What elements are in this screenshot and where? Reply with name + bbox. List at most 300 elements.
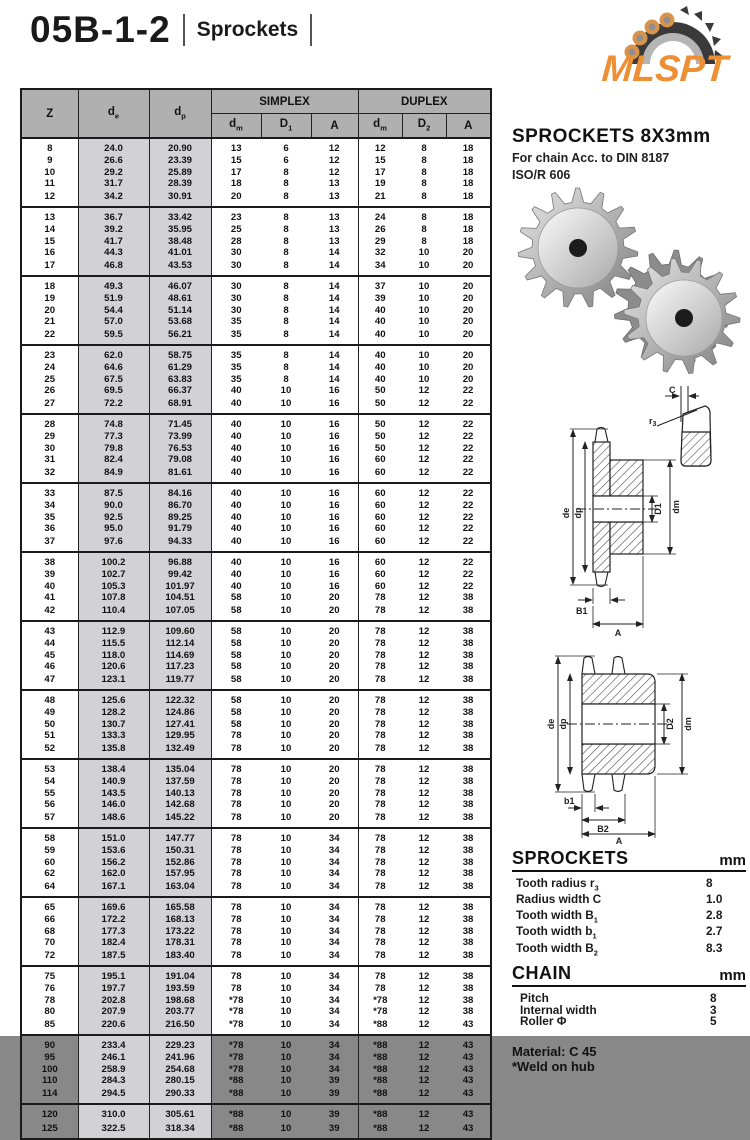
table-cell: 10 (280, 1087, 292, 1099)
table-cell: 12 (418, 649, 430, 661)
table-cell: 64.6 (78, 362, 149, 373)
table-cell: 280.15 (149, 1075, 211, 1086)
table-cell: 16 (311, 431, 358, 442)
table-cell: 58 (230, 649, 242, 661)
table-cell: 130.7 (78, 719, 149, 730)
table-cell: 40 (230, 487, 242, 499)
table-row (21, 983, 491, 994)
table-row (21, 167, 491, 178)
table-cell: 16 (311, 569, 358, 580)
table-cell: 43 (21, 621, 78, 638)
table-row (21, 897, 491, 914)
table-cell: 78 (374, 742, 386, 754)
table-cell: 12 (418, 799, 430, 811)
table-cell: 60 (374, 466, 386, 478)
table-cell: 10 (280, 925, 292, 937)
table-cell: 112.14 (149, 638, 211, 649)
table-cell: 38 (462, 983, 474, 995)
table-cell: 58 (230, 604, 242, 616)
table-cell: 18 (462, 166, 474, 178)
table-cell: 8 (283, 362, 289, 374)
table-cell: 20 (311, 759, 358, 776)
table-cell: 78 (374, 673, 386, 685)
table-row (21, 138, 491, 155)
table-cell: 78 (230, 880, 242, 892)
table-row (21, 966, 491, 983)
table-cell: 39 (311, 1121, 358, 1138)
table-cell: 57.0 (78, 316, 149, 327)
table-cell: 64 (21, 880, 78, 897)
table-cell: 40 (374, 349, 386, 361)
table-cell: *78 (229, 1063, 244, 1075)
table-cell: 78 (374, 868, 386, 880)
table-cell: 38 (462, 994, 474, 1006)
table-cell: 85 (21, 1018, 78, 1035)
table-cell: *78 (229, 1052, 244, 1064)
table-cell: 87.5 (78, 483, 149, 500)
table-row (21, 788, 491, 799)
table-cell: 20 (462, 247, 474, 259)
table-cell: 10 (280, 868, 292, 880)
table-cell: 10 (280, 914, 292, 926)
row-group (21, 690, 491, 759)
table-cell: 6 (283, 142, 289, 154)
table-cell: 8 (283, 316, 289, 328)
table-cell: 10 (280, 673, 292, 685)
table-cell: 38 (462, 625, 474, 637)
table-cell: 178.31 (149, 937, 211, 948)
table-cell: 198.68 (149, 995, 211, 1006)
table-cell: 8 (283, 280, 289, 292)
table-cell: 32 (21, 466, 78, 483)
table-cell: 8 (283, 293, 289, 305)
table-cell: 10 (280, 1039, 292, 1051)
table-cell: 78 (374, 787, 386, 799)
table-cell: 30.91 (149, 190, 211, 207)
table-cell: 72.2 (78, 397, 149, 414)
row-group (21, 276, 491, 345)
table-cell: 145.22 (149, 811, 211, 828)
table-cell: 104.51 (149, 592, 211, 603)
table-cell: 86.70 (149, 500, 211, 511)
table-cell: 10 (280, 811, 292, 823)
table-cell: 10 (280, 994, 292, 1006)
col-header-simplex-d1: $D_1$ (261, 114, 311, 139)
table-row (21, 707, 491, 718)
table-row (21, 500, 491, 511)
col-header-de: $d_e$ (78, 89, 149, 138)
table-cell: 197.7 (78, 983, 149, 994)
table-cell: 62 (21, 868, 78, 879)
table-cell: 38 (462, 811, 474, 823)
table-cell: 34 (311, 857, 358, 868)
table-cell: 10 (280, 1052, 292, 1064)
col-header-z: Z (21, 89, 78, 138)
table-cell: 195.1 (78, 966, 149, 983)
table-cell: 77.3 (78, 431, 149, 442)
svg-text:b1: b1 (564, 796, 575, 806)
table-cell: 114.69 (149, 650, 211, 661)
table-cell: 10 (418, 349, 430, 361)
table-cell: 22 (462, 523, 474, 535)
table-cell: 12 (418, 694, 430, 706)
table-cell: 78 (374, 937, 386, 949)
table-cell: 8 (283, 349, 289, 361)
table-cell: 72 (21, 949, 78, 966)
table-cell: 31.7 (78, 178, 149, 189)
table-cell: 12 (418, 880, 430, 892)
table-cell: 56 (21, 799, 78, 810)
table-cell: 12 (418, 811, 430, 823)
table-cell: 20 (462, 328, 474, 340)
table-cell: 9 (21, 155, 78, 166)
table-cell: 43 (462, 1039, 474, 1051)
table-cell: 38 (462, 661, 474, 673)
table-cell: 22 (462, 454, 474, 466)
table-cell: 20 (311, 673, 358, 690)
table-cell: 110.4 (78, 604, 149, 621)
table-cell: 22 (462, 385, 474, 397)
table-cell: 202.8 (78, 995, 149, 1006)
table-cell: 16 (311, 443, 358, 454)
title-divider (183, 14, 185, 46)
table-cell: 50 (374, 442, 386, 454)
table-cell: 50 (374, 418, 386, 430)
table-cell: 23 (230, 211, 242, 223)
table-cell: 10 (280, 604, 292, 616)
table-cell: 18 (230, 178, 242, 190)
table-row (21, 759, 491, 776)
table-cell: 78 (230, 914, 242, 926)
col-header-simplex: SIMPLEX (211, 89, 358, 114)
table-row (21, 155, 491, 166)
table-row (21, 535, 491, 552)
table-cell: 125 (21, 1121, 78, 1138)
table-cell: 43 (462, 1122, 474, 1134)
table-cell: 78 (374, 625, 386, 637)
table-cell: 38 (462, 914, 474, 926)
table-cell: *88 (229, 1087, 244, 1099)
table-row (21, 247, 491, 258)
table-cell: 78 (374, 592, 386, 604)
table-cell: 38 (462, 868, 474, 880)
table-cell: 8 (283, 224, 289, 236)
table-cell: 133.3 (78, 730, 149, 741)
table-cell: 17 (230, 166, 242, 178)
table-cell: 78 (374, 604, 386, 616)
table-cell: 132.49 (149, 742, 211, 759)
table-cell: 118.0 (78, 650, 149, 661)
table-cell: 16 (311, 414, 358, 431)
table-cell: 142.68 (149, 799, 211, 810)
table-cell: 138.4 (78, 759, 149, 776)
table-cell: 38 (462, 845, 474, 857)
table-cell: 13 (311, 178, 358, 189)
table-cell: 84.16 (149, 483, 211, 500)
table-cell: 26 (21, 385, 78, 396)
table-cell: 62.0 (78, 345, 149, 362)
table-cell: 10 (280, 569, 292, 581)
table-cell: 12 (418, 385, 430, 397)
table-row (21, 345, 491, 362)
table-cell: 20 (311, 661, 358, 672)
spec-row-internal-width: Internal width 3 (520, 1002, 717, 1017)
table-cell: 10 (418, 304, 430, 316)
table-cell: 10 (280, 1075, 292, 1087)
table-cell: 6 (283, 155, 289, 167)
table-cell: 290.33 (149, 1087, 211, 1104)
table-cell: 78 (230, 868, 242, 880)
table-cell: 78 (21, 995, 78, 1006)
table-cell: 165.58 (149, 897, 211, 914)
table-row (21, 799, 491, 810)
table-cell: 15 (374, 155, 386, 167)
table-cell: 12 (311, 167, 358, 178)
table-cell: 10 (280, 592, 292, 604)
table-cell: 30 (230, 259, 242, 271)
table-cell: 24.0 (78, 138, 149, 155)
table-cell: 246.1 (78, 1052, 149, 1063)
table-cell: 20 (311, 811, 358, 828)
table-cell: 40 (230, 511, 242, 523)
table-cell: 22 (462, 511, 474, 523)
table-cell: *88 (373, 1039, 388, 1051)
duplex-section-drawing (512, 646, 750, 846)
svg-text:dm: dm (671, 500, 681, 514)
table-cell: 78 (230, 856, 242, 868)
table-cell: 13 (311, 207, 358, 224)
table-cell: 31 (21, 454, 78, 465)
col-header-duplex: DUPLEX (358, 89, 491, 114)
table-cell: 110 (21, 1075, 78, 1086)
sprocket-photos (512, 180, 750, 384)
table-cell: 20 (311, 776, 358, 787)
table-cell: 78 (374, 694, 386, 706)
table-cell: 12 (418, 535, 430, 547)
table-cell: 146.0 (78, 799, 149, 810)
col-header-simplex-a: A (311, 114, 358, 139)
table-cell: 38 (462, 970, 474, 982)
col-header-simplex-dm: $d_m$ (211, 114, 261, 139)
table-cell: *88 (229, 1122, 244, 1134)
material-note (512, 1044, 746, 1074)
table-cell: 16 (311, 512, 358, 523)
table-cell: 10 (280, 556, 292, 568)
table-cell: 43 (462, 1018, 474, 1030)
svg-text:r3: $r_3$ (649, 416, 657, 428)
table-cell: 16 (311, 454, 358, 465)
table-cell: 10 (280, 511, 292, 523)
table-cell: *78 (373, 1006, 388, 1018)
table-cell: 14 (311, 362, 358, 373)
table-cell: 10 (280, 397, 292, 409)
sprockets-spec-heading: SPROCKETS mm (512, 848, 746, 872)
table-cell: 10 (280, 799, 292, 811)
table-cell: 66 (21, 914, 78, 925)
table-cell: 92.5 (78, 512, 149, 523)
table-cell: 38 (462, 673, 474, 685)
table-cell: 258.9 (78, 1064, 149, 1075)
spec-row-tooth-width-b1: Tooth width $b_1$ 2.7 (516, 924, 723, 941)
table-cell: 78 (230, 925, 242, 937)
table-cell: 12 (418, 442, 430, 454)
table-cell: 20 (311, 707, 358, 718)
table-cell: 20 (311, 719, 358, 730)
table-cell: 43.53 (149, 259, 211, 276)
table-cell: 60 (374, 569, 386, 581)
table-cell: 10 (280, 694, 292, 706)
table-cell: 102.7 (78, 569, 149, 580)
table-cell: 30 (230, 293, 242, 305)
table-cell: 10 (280, 983, 292, 995)
table-cell: 34 (311, 1018, 358, 1035)
table-cell: 20 (462, 293, 474, 305)
table-cell: 58 (230, 625, 242, 637)
table-cell: 84.9 (78, 466, 149, 483)
table-cell: 129.95 (149, 730, 211, 741)
svg-text:dp: dp (573, 507, 583, 519)
table-cell: 10 (280, 937, 292, 949)
table-cell: 20 (21, 305, 78, 316)
table-cell: 35 (21, 512, 78, 523)
table-cell: 203.77 (149, 1006, 211, 1017)
table-cell: 15 (21, 236, 78, 247)
table-cell: 10 (280, 431, 292, 443)
table-row (21, 1064, 491, 1075)
table-cell: 38 (462, 604, 474, 616)
table-cell: 94.33 (149, 535, 211, 552)
table-cell: 58 (230, 592, 242, 604)
table-cell: 8 (283, 259, 289, 271)
table-cell: 10 (280, 1006, 292, 1018)
table-cell: 105.3 (78, 581, 149, 592)
table-cell: 12 (418, 707, 430, 719)
row-group (21, 345, 491, 414)
table-cell: 36.7 (78, 207, 149, 224)
table-cell: 16 (311, 500, 358, 511)
table-cell: 294.5 (78, 1087, 149, 1104)
table-cell: 40 (21, 581, 78, 592)
table-cell: 38 (462, 707, 474, 719)
table-cell: 14 (311, 247, 358, 258)
table-cell: 38 (462, 649, 474, 661)
table-cell: 10 (418, 362, 430, 374)
row-group (21, 138, 491, 207)
table-cell: 38 (462, 901, 474, 913)
table-cell: 78 (374, 799, 386, 811)
table-cell: *78 (229, 994, 244, 1006)
table-cell: 12 (418, 1052, 430, 1064)
table-cell: 8 (421, 224, 427, 236)
table-cell: 34 (311, 914, 358, 925)
table-cell: 57 (21, 811, 78, 828)
table-cell: 47 (21, 673, 78, 690)
table-cell: 22 (21, 328, 78, 345)
table-cell: 12 (418, 431, 430, 443)
table-cell: 284.3 (78, 1075, 149, 1086)
table-cell: 99.42 (149, 569, 211, 580)
table-cell: 153.6 (78, 845, 149, 856)
table-row (21, 523, 491, 534)
table-cell: *78 (229, 1018, 244, 1030)
table-cell: 12 (418, 1039, 430, 1051)
table-cell: 60 (21, 857, 78, 868)
spec-row-roller: Roller Φ 5 (520, 1014, 717, 1029)
table-cell: 21 (21, 316, 78, 327)
table-cell: 10 (418, 247, 430, 259)
info-line-1: For chain Acc. to DIN 8187 (512, 151, 670, 165)
table-cell: 58 (230, 661, 242, 673)
row-group (21, 207, 491, 276)
spec-row-radius-width: Radius width C 1.0 (516, 892, 723, 907)
table-cell: 78 (374, 811, 386, 823)
table-cell: 34 (21, 500, 78, 511)
row-group (21, 828, 491, 897)
table-cell: 12 (418, 638, 430, 650)
table-cell: 18 (21, 276, 78, 293)
table-cell: 78 (374, 718, 386, 730)
table-cell: 78 (374, 925, 386, 937)
table-row (21, 690, 491, 707)
table-cell: 78 (230, 970, 242, 982)
table-cell: 41.7 (78, 236, 149, 247)
table-cell: 39 (311, 1075, 358, 1086)
table-cell: 10 (280, 845, 292, 857)
table-row (21, 581, 491, 592)
table-cell: 12 (418, 776, 430, 788)
table-cell: 48 (21, 690, 78, 707)
table-cell: 38.48 (149, 236, 211, 247)
page-subtitle: Sprockets (196, 18, 299, 41)
table-cell: 76.53 (149, 443, 211, 454)
table-cell: 34 (311, 897, 358, 914)
spec-section (512, 848, 746, 1074)
table-cell: 78 (230, 901, 242, 913)
table-cell: 12 (418, 556, 430, 568)
table-cell: 12 (418, 730, 430, 742)
svg-text:A: A (615, 836, 623, 846)
table-row (21, 868, 491, 879)
table-cell: 216.50 (149, 1018, 211, 1035)
table-cell: 167.1 (78, 880, 149, 897)
table-cell: 137.59 (149, 776, 211, 787)
table-cell: 35 (230, 362, 242, 374)
table-cell: 78 (230, 742, 242, 754)
table-cell: 169.6 (78, 897, 149, 914)
table-cell: 54.4 (78, 305, 149, 316)
table-cell: 25 (21, 374, 78, 385)
table-cell: *78 (229, 1039, 244, 1051)
table-cell: *88 (373, 1087, 388, 1099)
table-cell: 120 (21, 1104, 78, 1121)
row-group (21, 1104, 491, 1139)
table-cell: 22 (462, 500, 474, 512)
row-group (21, 621, 491, 690)
chain-spec-rows (512, 990, 746, 1029)
table-cell: 32 (374, 247, 386, 259)
table-cell: 8 (421, 155, 427, 167)
table-row (21, 443, 491, 454)
table-row (21, 661, 491, 672)
table-cell: 112.9 (78, 621, 149, 638)
table-cell: 22 (462, 556, 474, 568)
material-line: Material: C 45 (512, 1044, 597, 1060)
table-cell: 30 (21, 443, 78, 454)
table-cell: 12 (418, 994, 430, 1006)
table-cell: 50 (374, 385, 386, 397)
table-cell: 30 (230, 304, 242, 316)
table-row (21, 742, 491, 759)
